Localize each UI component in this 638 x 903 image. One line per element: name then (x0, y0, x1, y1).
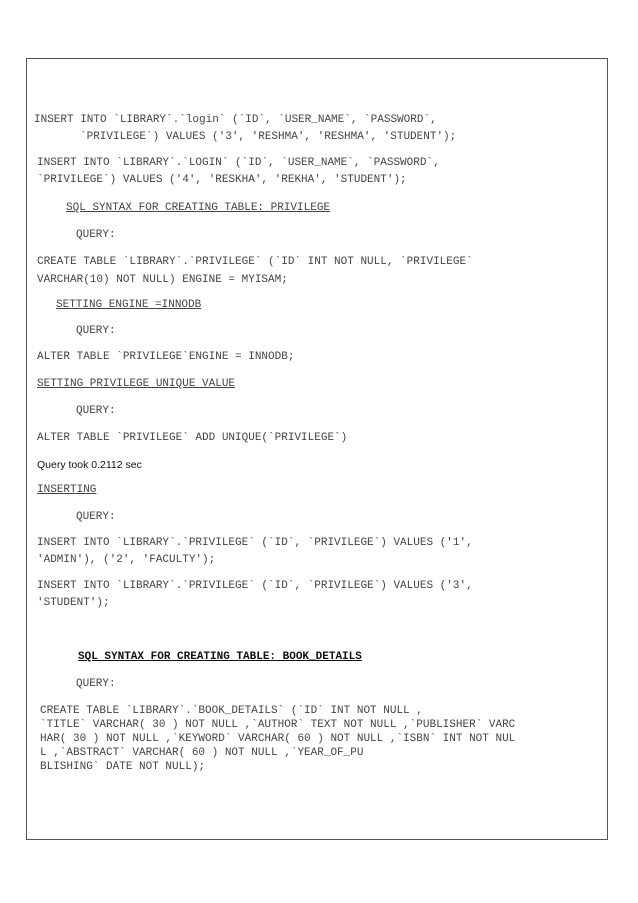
heading-create-privilege: SQL SYNTAX FOR CREATING TABLE: PRIVILEGE (66, 202, 331, 214)
insert-login-4-line-2: `PRIVILEGE`) VALUES ('4', 'RESKHA', 'REKHA', 'STUDENT'); (37, 174, 407, 186)
insert-login-4-line-1: INSERT INTO `LIBRARY`.`LOGIN` (`ID`, `USER_NAME`, `PASSWORD`, (37, 157, 440, 169)
heading-create-book-details: SQL SYNTAX FOR CREATING TABLE: BOOK_DETAILS (78, 651, 362, 663)
query-label: QUERY: (76, 678, 116, 690)
create-book-details-line-4: L ,`ABSTRACT` VARCHAR( 60 ) NOT NULL ,`YEAR_OF_PU (40, 747, 364, 759)
insert-privilege-2-line-2: 'STUDENT'); (37, 597, 110, 609)
alter-engine-line: ALTER TABLE `PRIVILEGE`ENGINE = INNODB; (37, 351, 295, 363)
query-label: QUERY: (76, 511, 116, 523)
heading-setting-engine: SETTING ENGINE =INNODB (56, 299, 202, 311)
insert-privilege-2-line-1: INSERT INTO `LIBRARY`.`PRIVILEGE` (`ID`, `PRIVILEGE`) VALUES ('3', (37, 580, 473, 592)
insert-privilege-1-line-2: 'ADMIN'), ('2', 'FACULTY'); (37, 554, 216, 566)
create-privilege-line-1: CREATE TABLE `LIBRARY`.`PRIVILEGE` (`ID` INT NOT NULL, `PRIVILEGE` (37, 256, 473, 268)
query-label: QUERY: (76, 405, 116, 417)
query-label: QUERY: (76, 229, 116, 241)
query-label: QUERY: (76, 325, 116, 337)
heading-unique-value: SETTING PRIVILEGE UNIQUE VALUE (37, 378, 236, 390)
create-book-details-line-3: HAR( 30 ) NOT NULL ,`KEYWORD` VARCHAR( 60 ) NOT NULL ,`ISBN` INT NOT NUL (40, 733, 516, 745)
alter-unique-line: ALTER TABLE `PRIVILEGE` ADD UNIQUE(`PRIVILEGE`) (37, 432, 348, 444)
heading-inserting: INSERTING (37, 484, 97, 496)
insert-login-3-line-1: INSERT INTO `LIBRARY`.`login` (`ID`, `USER_NAME`, `PASSWORD`, (34, 114, 437, 126)
create-book-details-line-5: BLISHING` DATE NOT NULL); (40, 761, 206, 773)
create-book-details-line-1: CREATE TABLE `LIBRARY`.`BOOK_DETAILS` (`ID` INT NOT NULL , (40, 705, 423, 717)
insert-login-3-line-2: `PRIVILEGE`) VALUES ('3', 'RESHMA', 'RESHMA', 'STUDENT'); (80, 131, 457, 143)
query-time-note: Query took 0.2112 sec (37, 459, 142, 471)
insert-privilege-1-line-1: INSERT INTO `LIBRARY`.`PRIVILEGE` (`ID`, `PRIVILEGE`) VALUES ('1', (37, 537, 473, 549)
create-privilege-line-2: VARCHAR(10) NOT NULL) ENGINE = MYISAM; (37, 274, 288, 286)
create-book-details-line-2: `TITLE` VARCHAR( 30 ) NOT NULL ,`AUTHOR` TEXT NOT NULL ,`PUBLISHER` VARC (40, 719, 516, 731)
